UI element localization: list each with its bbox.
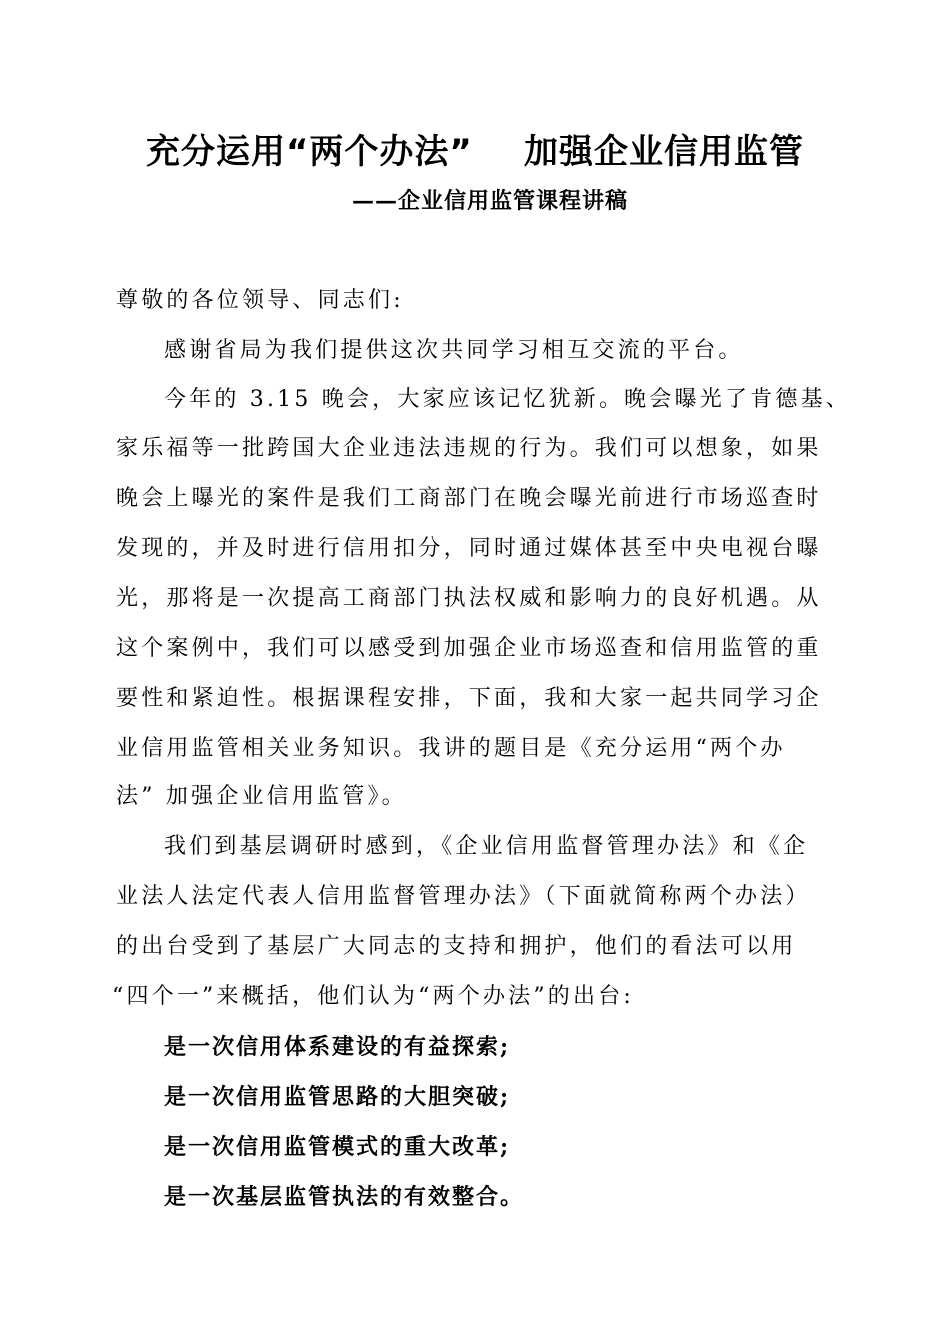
key-point: 是一次信用体系建设的有益探索; [164, 1034, 511, 1060]
paragraph-line: 今年的 3.15 晚会，大家应该记忆犹新。晚会曝光了肯德基、 [164, 387, 851, 412]
paragraph-line: 要性和紧迫性。根据课程安排，下面，我和大家一起共同学习企 [116, 686, 822, 711]
paragraph-line: “四个一”来概括，他们认为“两个办法”的出台: [112, 984, 635, 1009]
paragraph-line: 发现的，并及时进行信用扣分，同时通过媒体甚至中央电视台曝 [116, 536, 822, 561]
paragraph-line: 业法人法定代表人信用监督管理办法》（下面就简称两个办法） [116, 884, 811, 909]
document-title: 充分运用“两个办法” 加强企业信用监管 [145, 132, 805, 172]
salutation: 尊敬的各位领导、同志们: [116, 288, 404, 313]
paragraph-line: 的出台受到了基层广大同志的支持和拥护，他们的看法可以用 [116, 934, 797, 959]
paragraph-line: 这个案例中，我们可以感受到加强企业市场巡查和信用监管的重 [116, 636, 822, 661]
paragraph-line: 法” 加强企业信用监管》。 [116, 784, 407, 809]
paragraph-line: 我们到基层调研时感到，《企业信用监督管理办法》和《企 [164, 834, 809, 859]
document-subtitle: ——企业信用监管课程讲稿 [352, 188, 629, 214]
paragraph-line: 家乐福等一批跨国大企业违法违规的行为。我们可以想象，如果 [116, 436, 822, 461]
paragraph-line: 业信用监管相关业务知识。我讲的题目是《充分运用“两个办 [116, 736, 786, 761]
key-point: 是一次信用监管思路的大胆突破; [164, 1084, 511, 1110]
paragraph-line: 光，那将是一次提高工商部门执法权威和影响力的良好机遇。从 [116, 586, 822, 611]
paragraph-line: 感谢省局为我们提供这次共同学习相互交流的平台。 [164, 338, 744, 363]
paragraph-line: 晚会上曝光的案件是我们工商部门在晚会曝光前进行市场巡查时 [116, 486, 822, 511]
key-point: 是一次基层监管执法的有效整合。 [164, 1184, 525, 1210]
key-point: 是一次信用监管模式的重大改革; [164, 1134, 511, 1160]
